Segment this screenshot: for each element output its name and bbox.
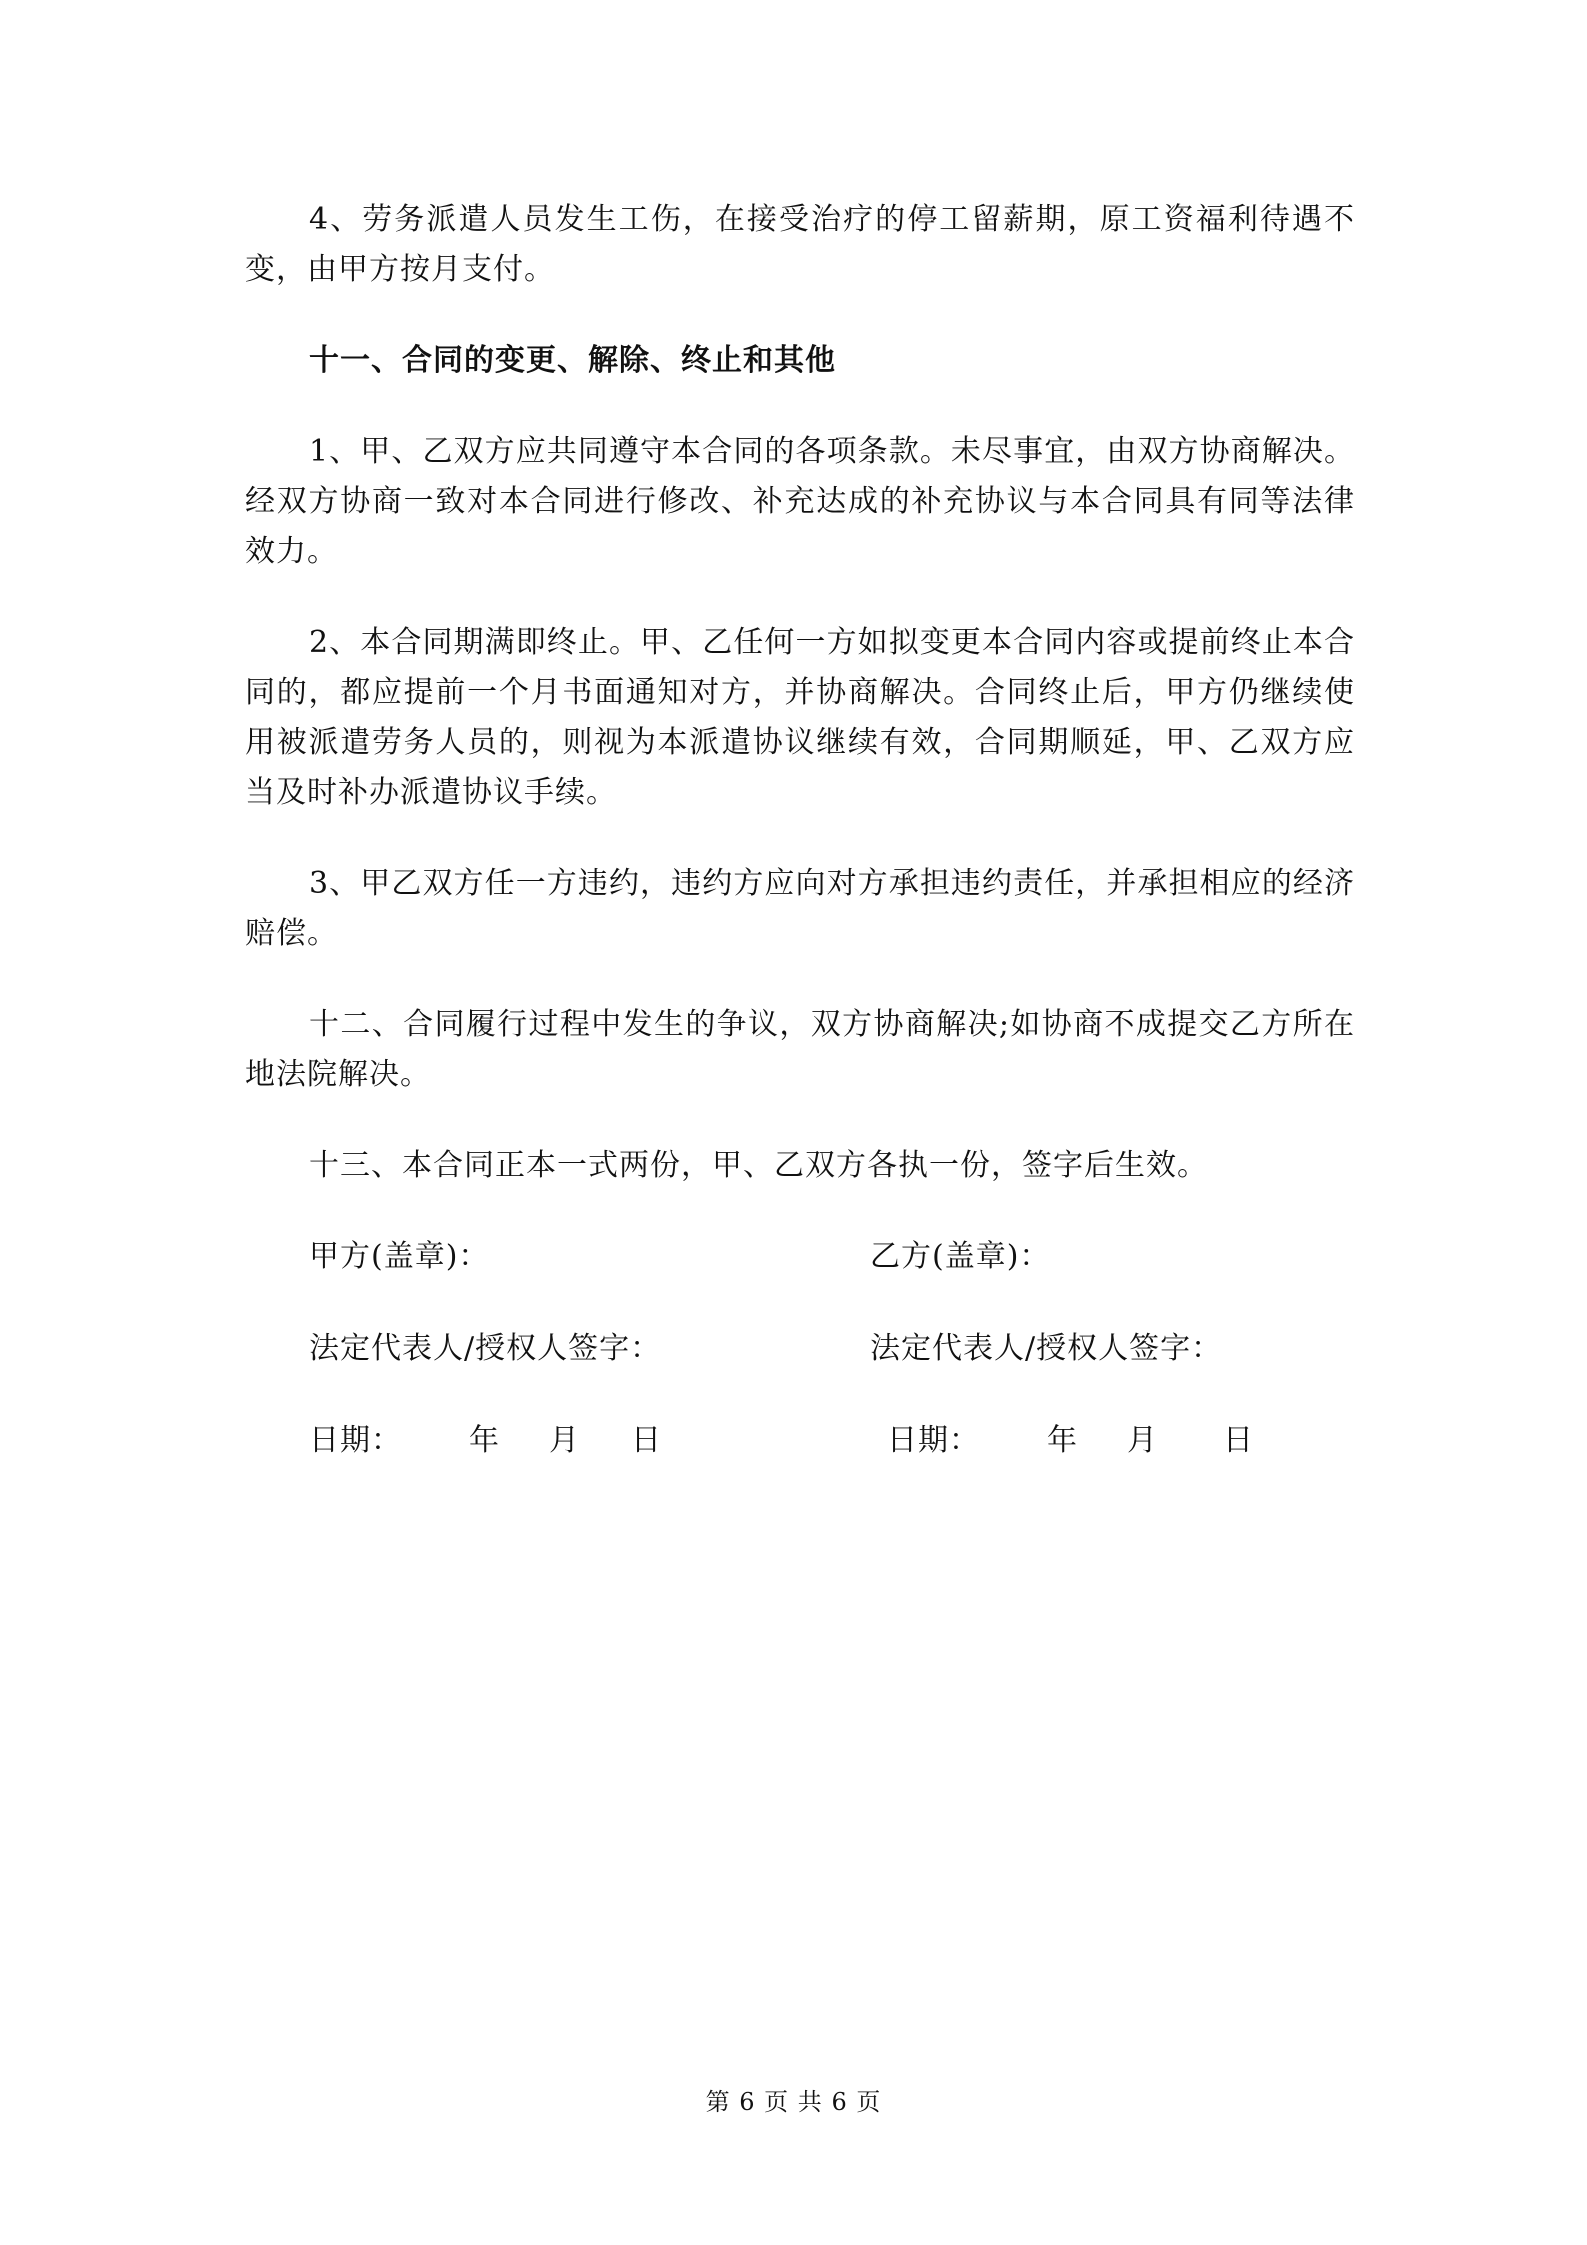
date-month-label: 月: [549, 1423, 580, 1458]
party-b-seal-label: 乙方(盖章)：: [870, 1239, 1051, 1274]
party-b-representative-label: 法定代表人/授权人签字：: [870, 1331, 1223, 1366]
signature-seal-row: [245, 1232, 1355, 1282]
document-body: [245, 195, 1355, 1508]
section-heading-contract-change: 十一、合同的变更、解除、终止和其他: [309, 343, 836, 378]
party-b-date: [887, 1416, 1254, 1466]
party-a-representative-label: 法定代表人/授权人签字：: [309, 1331, 662, 1366]
paragraph-clause-3: 3、甲乙双方任一方违约，违约方应向对方承担违约责任，并承担相应的经济赔偿。: [245, 866, 1355, 951]
paragraph-copies: 十三、本合同正本一式两份，甲、乙双方各执一份，签字后生效。: [309, 1148, 1208, 1183]
page-number-footer: 第 6 页 共 6 页: [705, 2088, 882, 2116]
date-month-label: 月: [1127, 1423, 1158, 1458]
paragraph-work-injury: 4、劳务派遣人员发生工伤，在接受治疗的停工留薪期，原工资福利待遇不变，由甲方按月支付。: [245, 202, 1355, 287]
paragraph-clause-1: 1、甲、乙双方应共同遵守本合同的各项条款。未尽事宜，由双方协商解决。经双方协商一致对本合同进行修改、补充达成的补充协议与本合同具有同等法律效力。: [245, 434, 1355, 569]
party-a-seal-label: 甲方(盖章)：: [309, 1239, 490, 1274]
date-day-label: 日: [631, 1423, 662, 1458]
date-year-label: 年: [469, 1423, 500, 1458]
paragraph-dispute-resolution: 十二、合同履行过程中发生的争议，双方协商解决;如协商不成提交乙方所在地法院解决。: [245, 1007, 1355, 1092]
party-a-date: [309, 1416, 662, 1466]
date-label: 日期：: [309, 1423, 402, 1458]
signature-date-row: [245, 1416, 1355, 1466]
date-day-label: 日: [1223, 1423, 1254, 1458]
signature-representative-row: [245, 1324, 1355, 1374]
paragraph-clause-2: 2、本合同期满即终止。甲、乙任何一方如拟变更本合同内容或提前终止本合同的，都应提前一个月书面通知对方，并协商解决。合同终止后，甲方仍继续使用被派遣劳务人员的，则视为本派遣协议继续有效，合同期顺延，甲、乙双方应当及时补办派遣协议手续。: [245, 625, 1355, 810]
date-label: 日期：: [887, 1423, 980, 1458]
date-year-label: 年: [1047, 1423, 1078, 1458]
